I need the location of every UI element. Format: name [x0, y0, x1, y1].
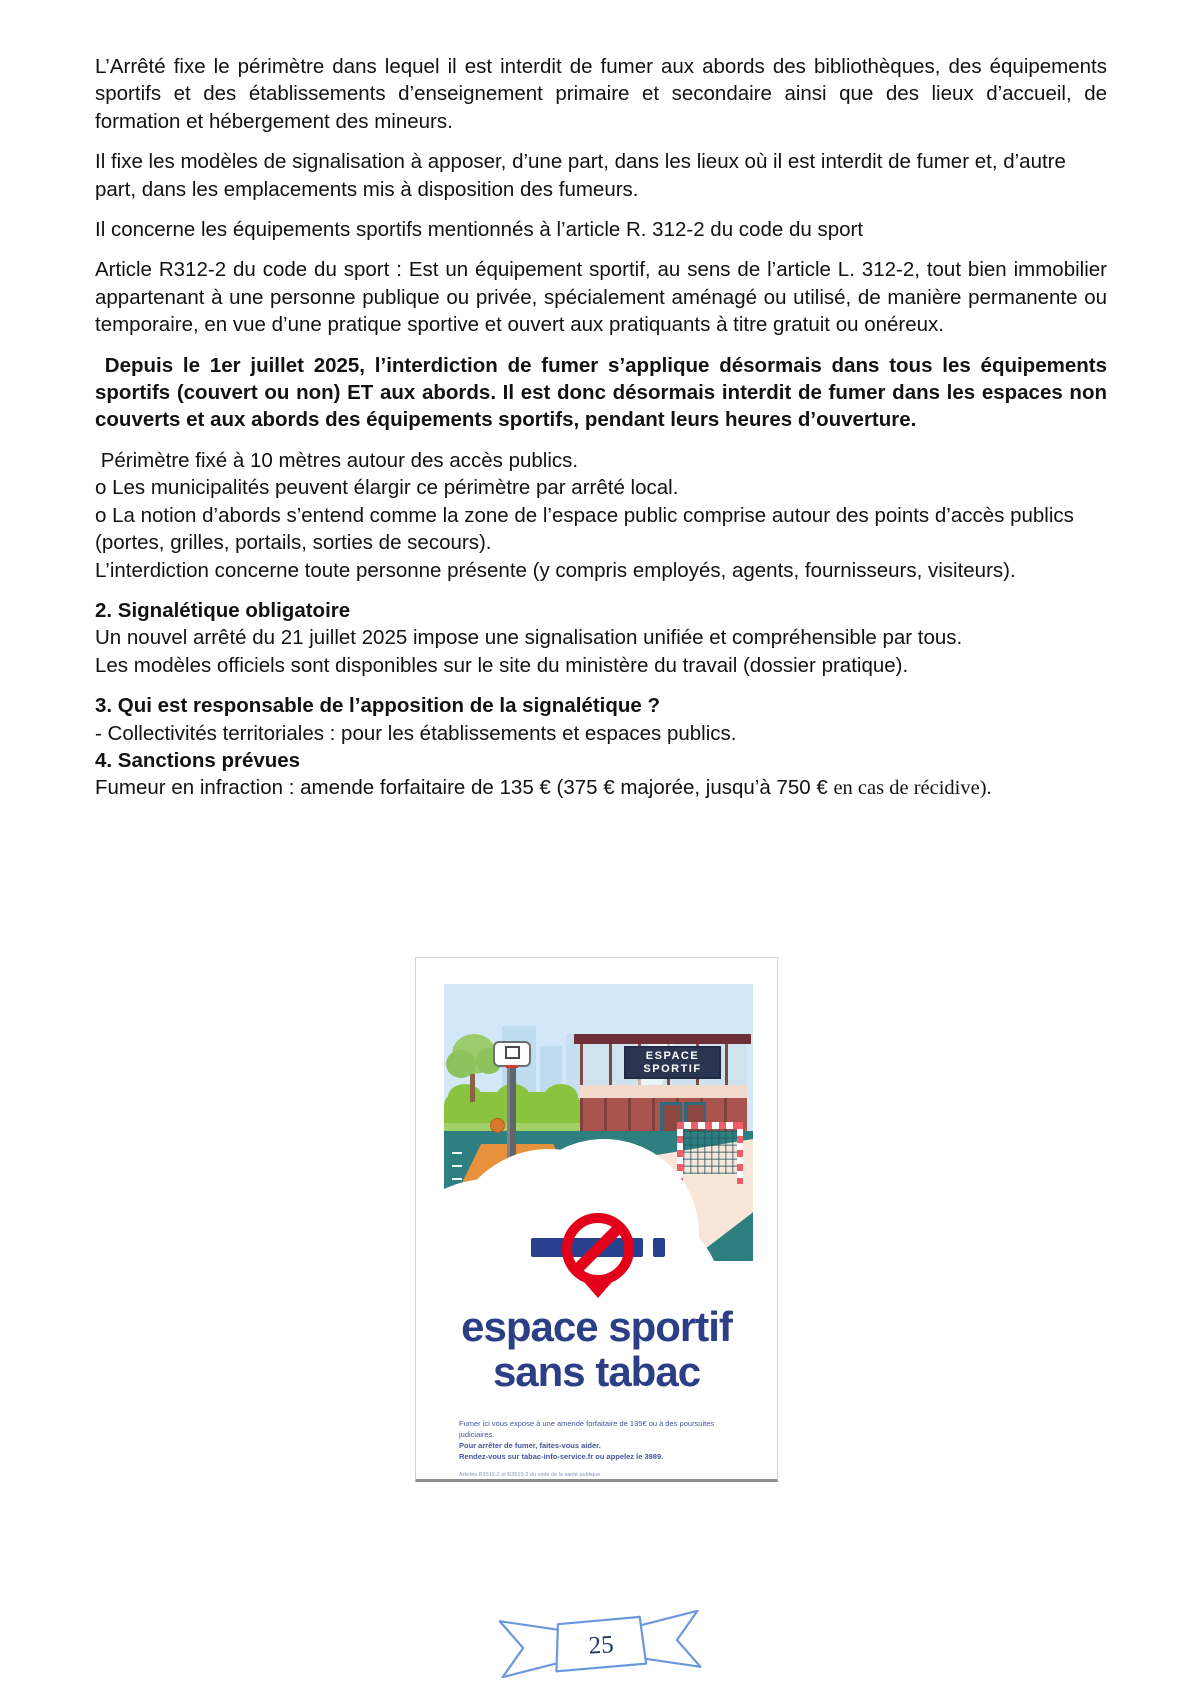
list-item-municipalites: o Les municipalités peuvent élargir ce périmètre par arrêté local.: [95, 476, 679, 500]
tree-foliage: [446, 1050, 476, 1078]
legal-line-service: Rendez-vous sur tabac-info-service.fr ou appelez le 3989.: [459, 1452, 664, 1461]
lane-mark: [452, 1178, 462, 1180]
lane-mark: [452, 1165, 462, 1167]
no-smoking-pin-tail-icon: [578, 1275, 618, 1298]
legal-line-amende: Fumer ici vous expose à une amende forfaitaire de 135€ ou à des poursuites judiciaires.: [459, 1419, 715, 1439]
amende-text-serif: en cas de récidive).: [833, 777, 992, 800]
perimeter-list: [95, 447, 1107, 584]
paragraph-concerne-equipements: Il concerne les équipements sportifs mentionnés à l’article R. 312-2 du code du sport: [95, 218, 864, 242]
basketball: [490, 1118, 505, 1133]
hoop-rim: [506, 1065, 518, 1068]
poster-title-line-2: sans tabac: [492, 1348, 701, 1395]
espace-sportif-sans-tabac-poster: [415, 957, 778, 1482]
list-item-interdiction-personnes: L’interdiction concerne toute personne présente (y compris employés, agents, fournisseurs, visiteurs).: [95, 558, 1016, 582]
text-column: [95, 53, 1107, 816]
tree-trunk: [470, 1070, 475, 1102]
page-number-ribbon: [493, 1603, 706, 1684]
page-number: 25: [587, 1631, 615, 1660]
ribbon-tail-left: [500, 1618, 563, 1677]
hedge-bump: [544, 1084, 578, 1110]
paragraph-modeles-signalisation: Il fixe les modèles de signalisation à apposer, d’une part, dans les lieux où il est interdit de fumer et, d’autre part, dans les emplacements mis à disposition des fumeurs.: [95, 150, 1066, 201]
paragraph-article-r312: Article R312-2 du code du sport : Est un équipement sportif, au sens de l’article L. 312-2, tout bien immobilier appartenant à une personne publique ou privée, spécialement aménagé ou utilisé, de manière permanente ou temporaire, en vue d’une pratique sportive et ouvert aux pratiquants à titre gratuit ou onéreux.: [95, 258, 1107, 337]
paragraph-collectivites: - Collectivités territoriales : pour les établissements et espaces publics.: [95, 721, 737, 745]
hoop-pole: [507, 1064, 516, 1164]
amende-text: Fumeur en infraction : amende forfaitaire de 135 € (375 € majorée, jusqu’à 750 €: [95, 776, 834, 800]
sign-line-2: SPORTIF: [643, 1063, 702, 1075]
heading-sanctions: 4. Sanctions prévues: [95, 748, 301, 772]
goal-crossbar: [677, 1122, 743, 1129]
goal-post-right: [737, 1122, 743, 1184]
poster-title-line-1: espace sportif: [461, 1303, 732, 1350]
lane-mark: [452, 1152, 462, 1154]
list-item-notion-abords: o La notion d’abords s’entend comme la zone de l’espace public comprise autour des points d’accès publics (portes, grilles, portails, sorties de secours).: [95, 503, 1074, 555]
list-item-perimetre: Périmètre fixé à 10 mètres autour des accès publics.: [95, 448, 579, 472]
cigarette-tip-icon: [653, 1238, 665, 1257]
sign-line-1: ESPACE: [645, 1050, 700, 1062]
building-band: [580, 1085, 747, 1098]
building-roof: [574, 1034, 751, 1044]
section-responsable-sanctions: [95, 692, 1107, 803]
legal-line-aide: Pour arrêter de fumer, faites-vous aider.: [459, 1441, 601, 1450]
paragraph-interdiction-juillet-2025: Depuis le 1er juillet 2025, l’interdiction de fumer s’applique désormais dans tous les équipements sportifs (couvert ou non) ET aux abords. Il est donc désormais interdit de fumer dans les espaces non couverts et aux abords des équipements sportifs, pendant leurs heures d’ouverture.: [95, 353, 1107, 432]
poster-legal-text: [459, 1418, 749, 1481]
paragraph-modeles-officiels: Les modèles officiels sont disponibles sur le site du ministère du travail (dossier pratique).: [95, 653, 909, 677]
paragraph-nouvel-arrete: Un nouvel arrêté du 21 juillet 2025 impose une signalisation unifiée et compréhensible par tous.: [95, 626, 963, 650]
legal-line-articles: Articles R3512-2 et R3515-2 du code de la santé publique: [459, 1472, 601, 1478]
poster-title: [416, 1304, 777, 1394]
espace-sportif-sign: [624, 1046, 721, 1079]
ribbon-tail-right: [638, 1611, 701, 1670]
heading-signaletique: 2. Signalétique obligatoire: [95, 598, 351, 622]
heading-responsable: 3. Qui est responsable de l’apposition de la signalétique ?: [95, 694, 661, 718]
goal-net: [683, 1129, 737, 1174]
paragraph-arrete-perimetre: L’Arrêté fixe le périmètre dans lequel il est interdit de fumer aux abords des bibliothèques, des équipements sportifs et des établissements d’enseignement primaire et secondaire ainsi que des lieux d’accueil, de formation et hébergement des mineurs.: [95, 55, 1107, 133]
paragraph-amende: [95, 774, 1107, 802]
hoop-backboard-square: [505, 1046, 520, 1059]
section-signaletique: [95, 597, 1107, 679]
hedge-bump: [448, 1084, 482, 1110]
